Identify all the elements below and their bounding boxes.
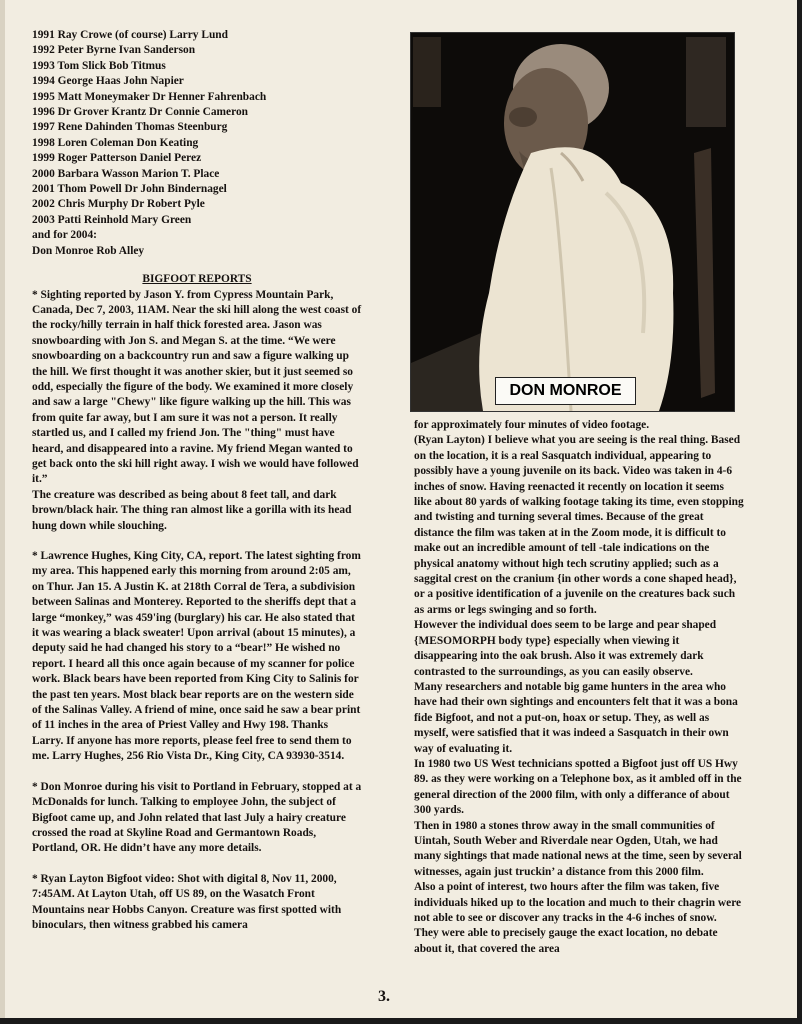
report-jason: * Sighting reported by Jason Y. from Cypress Mountain Park, Canada, Dec 7, 2003, 11AM. Near the ski hill along the west coast of the rocky/hilly terrain in half thick forested area. Jason was snowboarding with Jon S. and Megan S. at the time. “We were snowboarding on a backcountry run and saw a figure walking up the hill. We first thought it was another skier, but it just seemed so odd, especially the figure of the body. We examined it more closely and saw a large "Chewy" like figure walking up the hill. This was from quite far away, but I am sure it was not a person. It really startled us, and I called my friend Jon. The "thing" must have heard, and disappeared into a ravine. My friend Megan wanted to get back onto the ski hill right away. I wish we would have followed it.” (32, 288, 362, 486)
layton-continuation: for approximately four minutes of video footage. (414, 419, 650, 431)
report-ryan-layton: * Ryan Layton Bigfoot video: Shot with digital 8, Nov 11, 2000, 7:45AM. At Layton Utah, off US 89, on the Wasatch Front Mountains near Hobbs Canyon. Creature was first spotted with binoculars, then witness grabbed his camera (32, 872, 342, 931)
honoree-line: 1998 Loren Coleman Don Keating (32, 136, 199, 149)
report-don-monroe: * Don Monroe during his visit to Portland in February, stopped at a McDonalds for lunch. Talking to employee John, the subject of Bigfoot came up, and John related that last July a hairy creature crossed the road at Skyline Road and Germantown Roads, Portland, OR. He didn’t have any more details. (32, 780, 362, 855)
honoree-line: 2000 Barbara Wasson Marion T. Place (32, 167, 220, 180)
honoree-line: Don Monroe Rob Alley (32, 244, 145, 257)
honoree-line: 2001 Thom Powell Dr John Bindernagel (32, 183, 227, 196)
page-edge (0, 0, 5, 1018)
report-jason-description: The creature was described as being about 8 feet tall, and dark brown/black hair. The thing ran almost like a gorilla with its head hung down while slouching. (32, 488, 352, 532)
honoree-line: 1997 Rene Dahinden Thomas Steenburg (32, 121, 228, 134)
honoree-line: 1992 Peter Byrne Ivan Sanderson (32, 44, 196, 57)
us-west-sighting: In 1980 two US West technicians spotted a Bigfoot just off US Hwy 89. as they were working on a Telephone box, as it ambled off in the general direction of the 2000 film, with only a differance of about 300 yards. (414, 757, 742, 817)
ogden-sightings: Then in 1980 a stones throw away in the small communities of Uintah, South Weber and Riverdale near Ogden, Utah, we had many sightings that made national news at the time, seen by several witnesses, again just truckin’ a distance from this 2000 film. (414, 819, 742, 878)
honoree-line: 1995 Matt Moneymaker Dr Henner Fahrenbach (32, 90, 267, 103)
honoree-line: and for 2004: (32, 229, 97, 242)
page-number: 3. (378, 988, 390, 1005)
section-heading: BIGFOOT REPORTS (142, 273, 252, 286)
honoree-line: 2003 Patti Reinhold Mary Green (32, 213, 192, 226)
right-column (414, 418, 744, 957)
left-column (32, 28, 362, 933)
layton-statement: (Ryan Layton) I believe what you are seeing is the real thing. Based on the location, it is a real Sasquatch individual, appearing to possibly have a young juvenile on its back. Video was taken in 4-6 inches of snow. Having reenacted it recently on location it seems like about 80 yards of walking footage taking its time, even stopping and twisting and turning several times. Because of the great distance the film was taken at in the Zoom mode, it is difficult to make out an incredible amount of tell -tale indications on the physical anatomy without high tech scrutiny applied; such as a saggital crest on the cranium {in other words a cone shaped head}, or a positive identification of a juvenile on the creatures back such as arms or legs swinging and so forth. (414, 434, 744, 616)
honoree-line: 1994 George Haas John Napier (32, 75, 184, 88)
layton-body-type: However the individual does seem to be large and pear shaped {MESOMORPH body type} especially when viewing it disappearing into the oak brush. Also it was extremely dark contrasted to the surroundings, as you can easily observe. (414, 619, 717, 678)
honoree-line: 1996 Dr Grover Krantz Dr Connie Cameron (32, 106, 248, 119)
honoree-line: 2002 Chris Murphy Dr Robert Pyle (32, 198, 205, 211)
photo-caption: DON MONROE (495, 377, 636, 405)
honoree-list (32, 28, 362, 259)
portrait-image (411, 33, 734, 411)
honoree-line: 1991 Ray Crowe (of course) Larry Lund (32, 29, 228, 41)
report-lawrence-hughes: * Lawrence Hughes, King City, CA, report. The latest sighting from my area. This happened early this morning from around 2:05 am, on Thur. Jan 15. A Justin K. at 218th Corral de Tera, a subdivision between Salinas and Monterey. Reported to the sheriffs dept that a large “monkey,” was 459'ing (burglary) his car. He also stated that it was wearing a black sweater! Upon arrival (about 15 minutes), a deputy said he had changed his story to a “bear!” He wished no report. I heard all this once again because of my scanner for police work. Black bears have been reported from King City to Salinis for the past ten years. Most black bear reports are on the western side of the Salinas Valley. A friend of mine, once said he saw a bear print of 11 inches in the area of Priest Valley and Hwy 198. Thanks Larry. If anyone has more reports, please feel free to send them to me. Larry Hughes, 256 Rio Vista Dr., King City, CA 93930-3514. (32, 550, 361, 763)
portrait-photo (410, 32, 735, 412)
researchers-opinion: Many researchers and notable big game hunters in the area who have had their own sightings and encounters felt that it was a bona fide Bigfoot, and not a put-on, hoax or setup. They, as well as myself, were satisfied that it was indeed a Sasquatch in their own way of evaluating it. (414, 680, 738, 755)
honoree-line: 1993 Tom Slick Bob Titmus (32, 59, 166, 72)
honoree-line: 1999 Roger Patterson Daniel Perez (32, 152, 202, 165)
tracks-search: Also a point of interest, two hours after the film was taken, five individuals hiked up to the location and much to their chagrin were not able to see or discover any tracks in the 4-6 inches of snow. They were able to precisely gauge the exact location, no debate about it, that covered the area (414, 881, 742, 955)
